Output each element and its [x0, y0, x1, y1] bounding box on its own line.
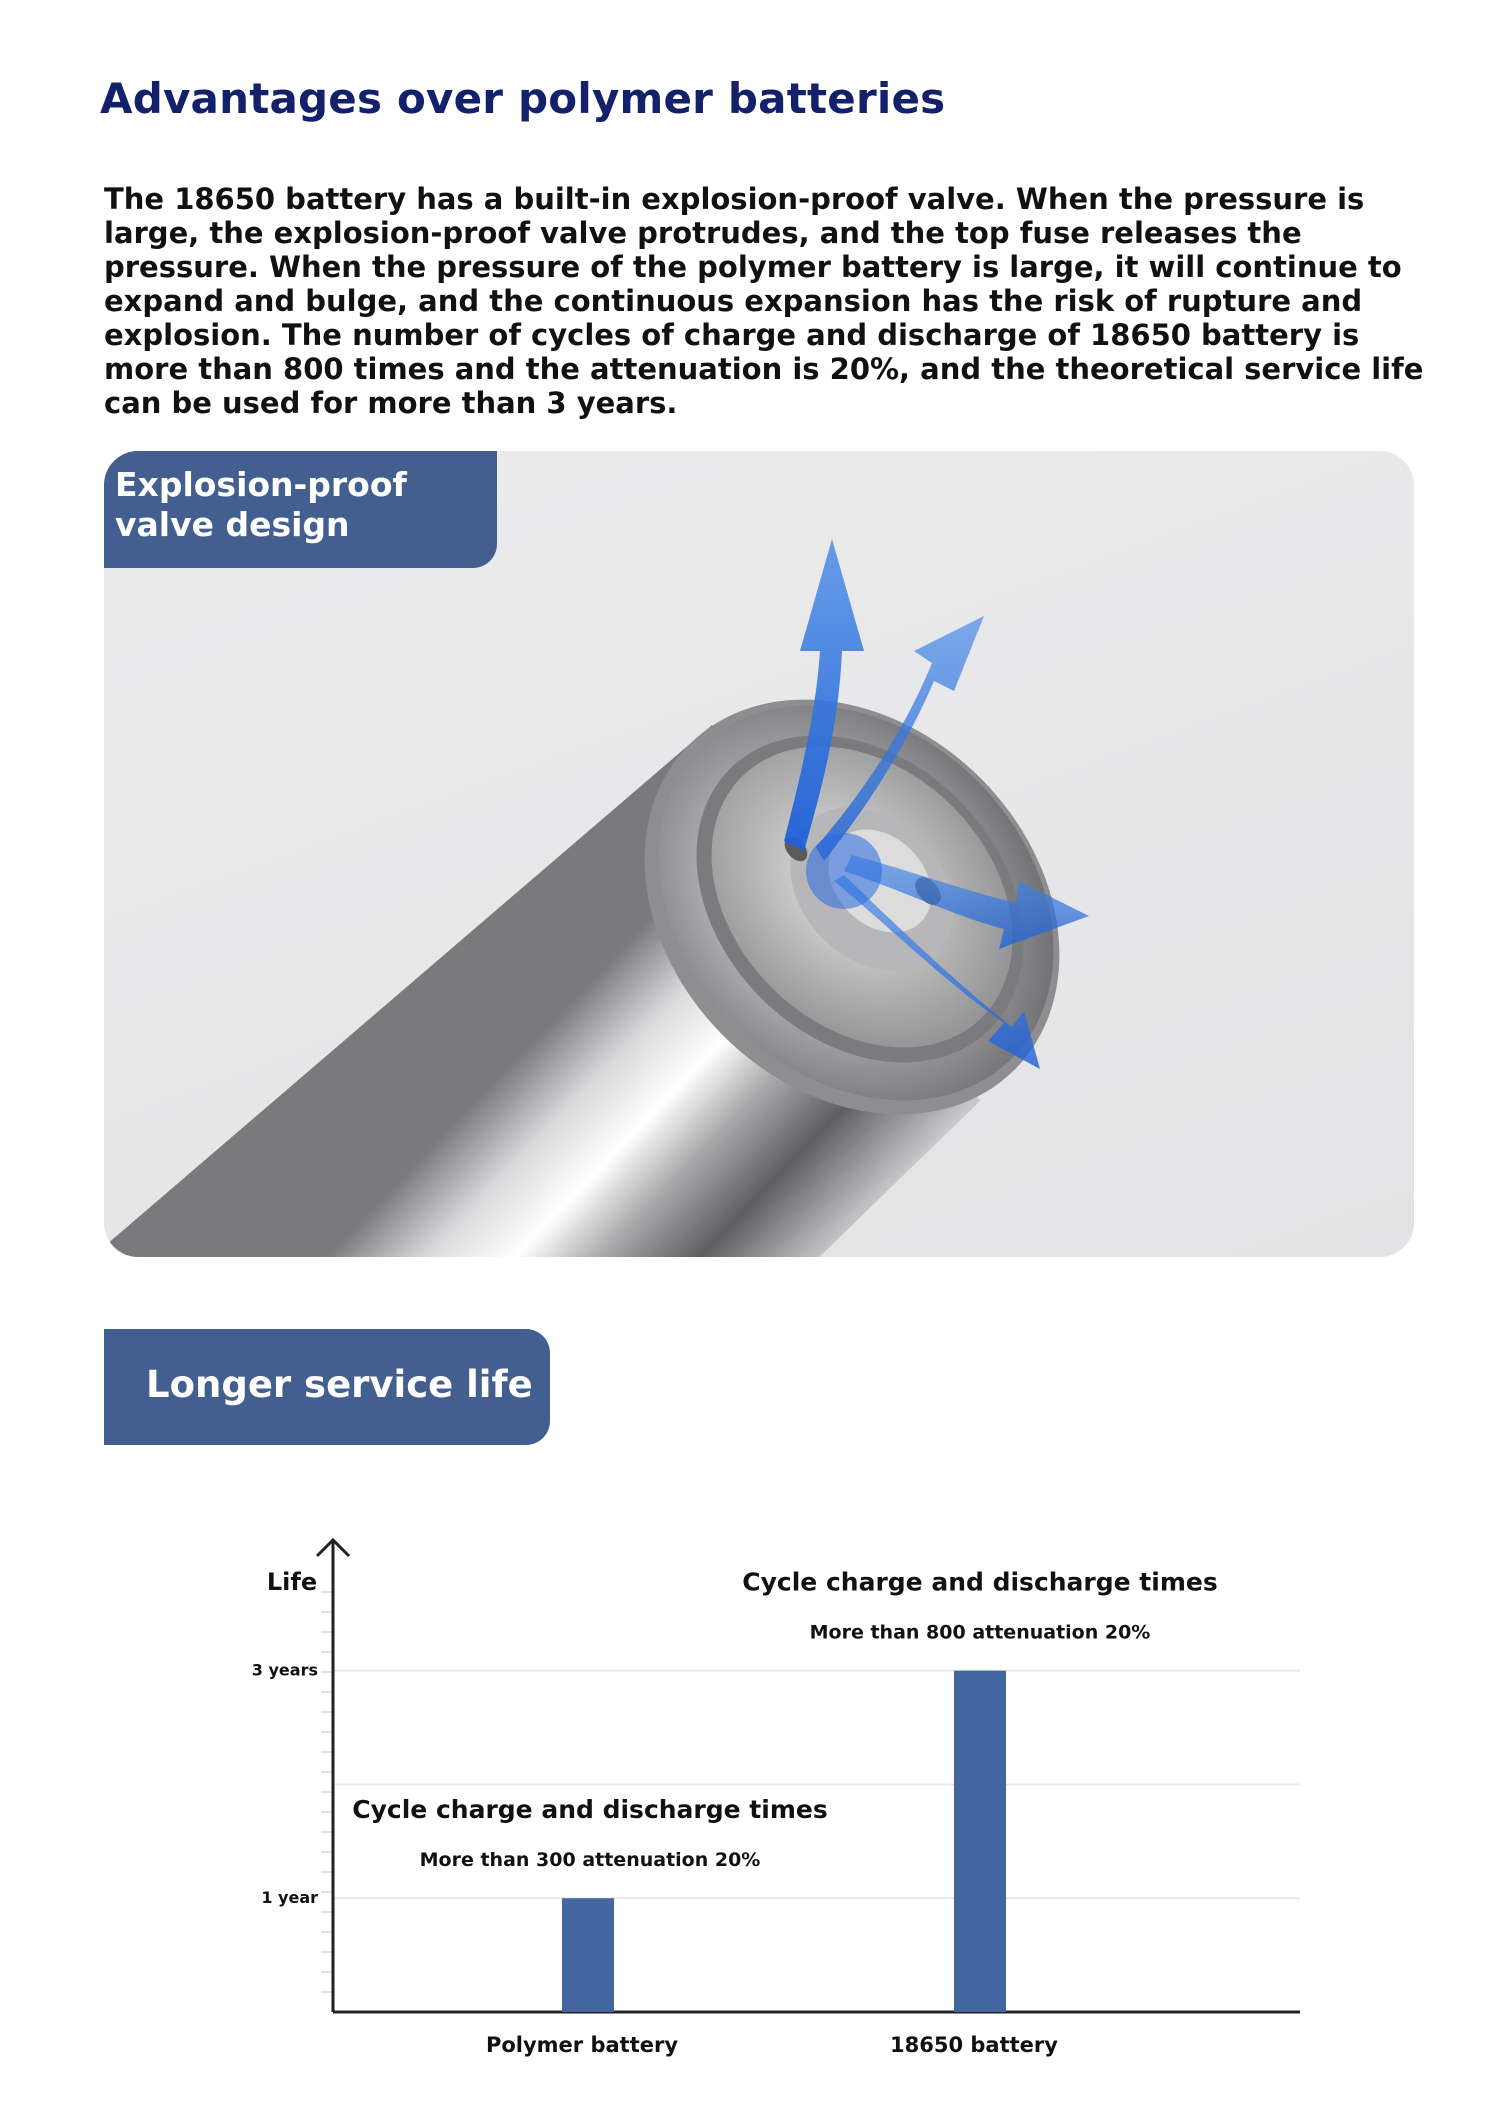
valve-design-tag: Explosion-proof valve design	[104, 451, 497, 568]
x-tick-label: 18650 battery	[890, 2033, 1058, 2057]
bar	[562, 1898, 614, 2012]
x-tick-label: Polymer battery	[485, 2033, 679, 2057]
y-tick-label: 3 years	[251, 1660, 318, 1680]
annotation-title: Cycle charge and discharge times	[352, 1795, 828, 1825]
bar	[954, 1671, 1006, 2012]
annotation-subtitle: More than 800 attenuation 20%	[809, 1621, 1151, 1644]
service-life-tag: Longer service life	[104, 1329, 550, 1445]
y-axis-label: Life	[266, 1568, 318, 1596]
annotation-title: Cycle charge and discharge times	[742, 1567, 1218, 1597]
description-paragraph: The 18650 battery has a built-in explosion-proof valve. When the pressure is large, the explosion-proof valve protrudes, and the top fuse releases the pressure. When the pressure of the polymer battery is large, it will continue to expand and bulge, and the continuous expansion has the risk of rupture and explosion. The number of cycles of charge and discharge of 18650 battery is more than 800 times and the attenuation is 20%, and the theoretical service life can be used for more than 3 years.	[104, 182, 1424, 420]
annotation-subtitle: More than 300 attenuation 20%	[419, 1849, 761, 1872]
page-heading: Advantages over polymer batteries	[100, 74, 946, 123]
y-tick-label: 1 year	[261, 1888, 318, 1908]
